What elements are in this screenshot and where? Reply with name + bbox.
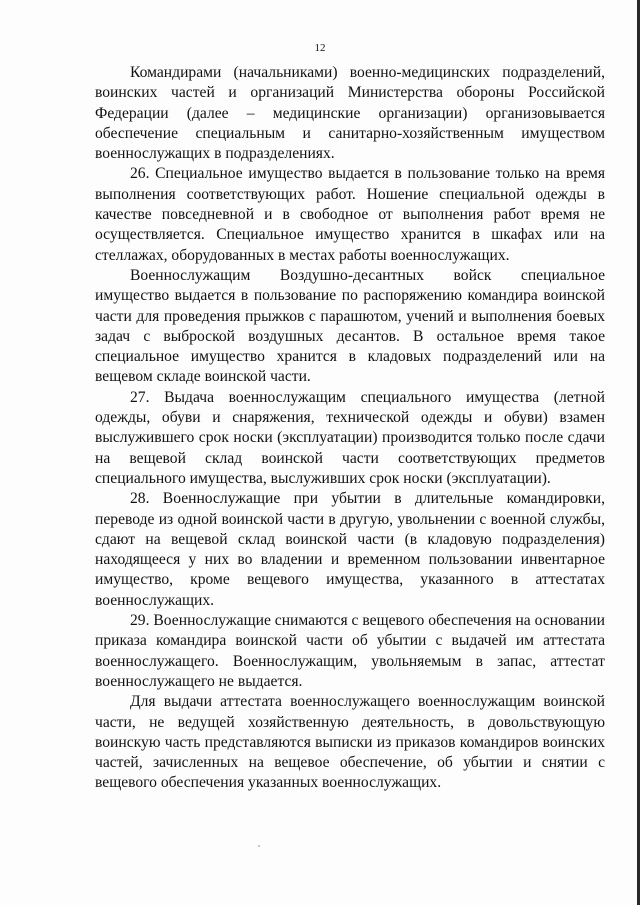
paragraph-29: 29. Военнослужащие снимаются с вещевого обеспечения на основании приказа командира воинской части об убытии с выдачей им аттестата военнослужащего. Военнослужащим, увольняемым в запас, аттестат военнослужащего не выдается. [95, 612, 605, 690]
paragraph-attestat: Для выдачи аттестата военнослужащего военнослужащим воинской части, не ведущей хозяйственную деятельность, в довольствующую воинскую часть представляются выписки из приказов командиров воинских частей, зачисленных на вещевое обеспечение, об убытии и снятии с вещевого обеспечения указанных военнослужащих. [95, 693, 605, 792]
paragraph-27: 27. Выдача военнослужащим специального имущества (летной одежды, обуви и снаряжения, технической одежды и обуви) взамен выслужившего срок носки (эксплуатации) производится только после сдачи на вещевой склад воинской части соответствующих предметов специального имущества, выслуживших срок носки (эксплуатации). [95, 388, 605, 487]
paragraph-26: 26. Специальное имущество выдается в пользование только на время выполнения соответствующих работ. Ношение специальной одежды в качестве повседневной и в свободное от выполнения работ время не осуществляется. Специальное имущество хранится в шкафах или на стеллажах, оборудованных в местах работы военнослужащих. [95, 165, 605, 264]
scan-artifact [258, 845, 260, 847]
document-body [95, 63, 605, 794]
paragraph-28: 28. Военнослужащие при убытии в длительные командировки, переводе из одной воинской части в другую, увольнении с военной службы, сдают на вещевой склад воинской части (в кладовую подразделения) находящееся у них во владении и временном пользовании инвентарное имущество, кроме вещевого имущества, указанного в аттестатах военнослужащих. [95, 490, 605, 609]
page-number: 12 [314, 42, 326, 54]
paragraph-intro: Командирами (начальниками) военно-медицинских подразделений, воинских частей и организаций Министерства обороны Российской Федерации (далее – медицинские организации) организовывается обеспечение специальным и санитарно-хозяйственным имуществом военнослужащих в подразделениях. [95, 64, 605, 163]
paragraph-airborne: Военнослужащим Воздушно-десантных войск специальное имущество выдается в пользование по распоряжению командира воинской части для проведения прыжков с парашютом, учений и выполнения боевых задач с выброской воздушных десантов. В остальное время такое специальное имущество хранится в кладовых подразделений или на вещевом складе воинской части. [95, 266, 605, 386]
